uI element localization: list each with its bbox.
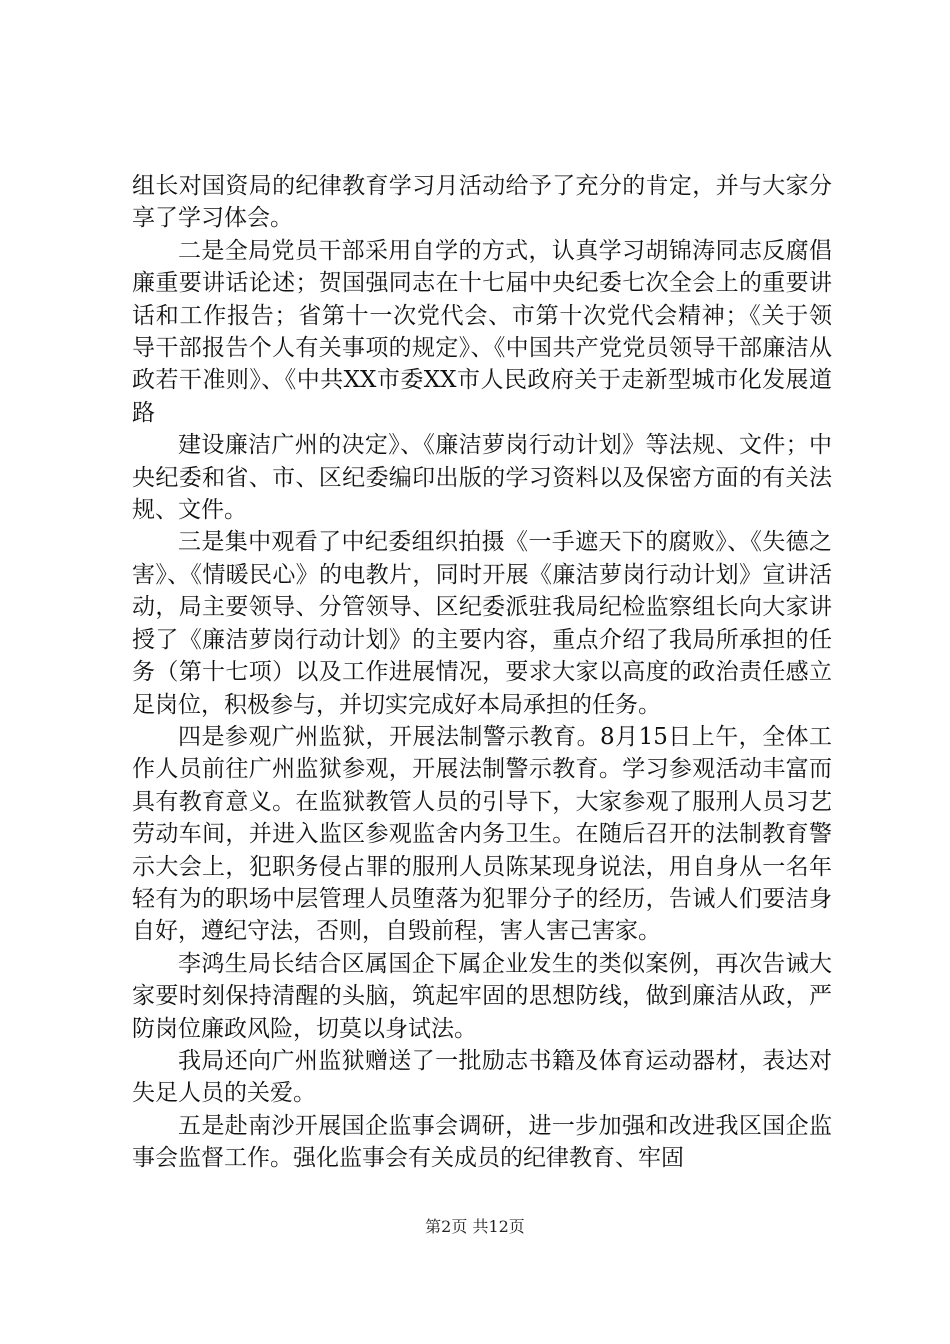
paragraph-5: 四是参观广州监狱，开展法制警示教育。8月15日上午，全体工作人员前往广州监狱参观，开展法制警示教育。学习参观活动丰富而具有教育意义。在监狱教管人员的引导下，大家参观了服刑人员习艺劳动车间，并进入监区参观监舍内务卫生。在随后召开的法制教育警示大会上，犯职务侵占罪的服刑人员陈某现身说法，用自身从一名年轻有为的职场中层管理人员堕落为犯罪分子的经历，告诫人们要洁身自好，遵纪守法，否则，自毁前程，害人害己害家。 (132, 723, 832, 945)
body-text (132, 170, 832, 1175)
paragraph-7: 我局还向广州监狱赠送了一批励志书籍及体育运动器材，表达对失足人员的关爱。 (132, 1047, 832, 1107)
paragraph-1: 组长对国资局的纪律教育学习月活动给予了充分的肯定，并与大家分享了学习体会。 (132, 173, 832, 232)
paragraph-6: 李鸿生局长结合区属国企下属企业发生的类似案例，再次告诫大家要时刻保持清醒的头脑，筑起牢固的思想防线，做到廉洁从政，严防岗位廉政风险，切莫以身试法。 (132, 950, 832, 1042)
paragraph-8: 五是赴南沙开展国企监事会调研，进一步加强和改进我区国企监事会监督工作。强化监事会有关成员的纪律教育、牢固 (132, 1112, 832, 1172)
page-footer: 第2页 共12页 (425, 1217, 525, 1236)
paragraph-3: 建设廉洁广州的决定》、《廉洁萝岗行动计划》等法规、文件；中央纪委和省、市、区纪委编印出版的学习资料以及保密方面的有关法规、文件。 (132, 432, 832, 524)
paragraph-4: 三是集中观看了中纪委组织拍摄《一手遮天下的腐败》、《失德之害》、《情暖民心》的电教片，同时开展《廉洁萝岗行动计划》宣讲活动，局主要领导、分管领导、区纪委派驻我局纪检监察组长向大家讲授了《廉洁萝岗行动计划》的主要内容，重点介绍了我局所承担的任务（第十七项）以及工作进展情况，要求大家以高度的政治责任感立足岗位，积极参与，并切实完成好本局承担的任务。 (132, 529, 832, 718)
paragraph-2: 二是全局党员干部采用自学的方式，认真学习胡锦涛同志反腐倡廉重要讲话论述；贺国强同志在十七届中央纪委七次全会上的重要讲话和工作报告；省第十一次党代会、市第十次党代会精神；《关于领导干部报告个人有关事项的规定》、《中国共产党党员领导干部廉洁从政若干准则》、《中共XX市委XX市人民政府关于走新型城市化发展道路 (132, 237, 832, 426)
